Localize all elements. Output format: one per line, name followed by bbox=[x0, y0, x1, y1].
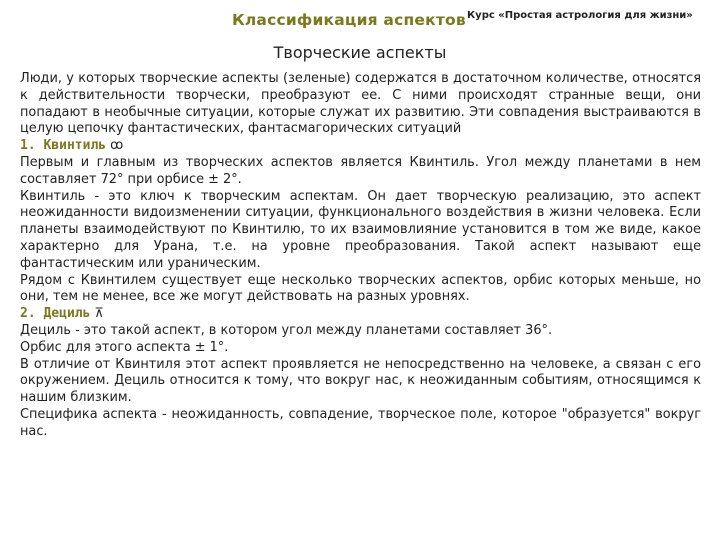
decile-paragraph-1: Дециль - это такой аспект, в котором угол между планетами составляет 36°. bbox=[20, 322, 553, 338]
slide-section-title: Классификация аспектов bbox=[232, 11, 466, 29]
decile-paragraph-4: Специфика аспекта - неожиданность, совпадение, творческое поле, которое "образуется" вокруг нас. bbox=[20, 406, 701, 439]
slide-title: Творческие аспекты bbox=[273, 43, 447, 62]
course-label: Курс «Простая астрология для жизни» bbox=[467, 10, 693, 21]
decile-heading: 2. Дециль bbox=[20, 306, 91, 322]
decile-paragraph-2: Орбис для этого аспекта ± 1°. bbox=[20, 339, 229, 355]
slide-body bbox=[20, 71, 701, 441]
quintile-symbol-icon: ꝏ bbox=[110, 138, 124, 154]
decile-symbol-icon: ⊼ bbox=[94, 306, 104, 322]
quintile-paragraph-2: Квинтиль - это ключ к творческим аспектам. Он дает творческую реализацию, это аспект неожиданности видоизменении ситуации, функционального воздействия в жизни человека. Если планеты взаимодействуют по Квинтилю, то их взаимовлияние установится в том же виде, какое характерно для Урана, т.е. на уровне преобразования. Такой аспект называют еще фантастическим или ураническим. bbox=[20, 188, 701, 271]
quintile-paragraph-1: Первым и главным из творческих аспектов является Квинтиль. Угол между планетами в нем составляет 72° при орбисе ± 2°. bbox=[20, 154, 701, 187]
decile-paragraph-3: В отличие от Квинтиля этот аспект проявляется не непосредственно на человеке, а связан с его окружением. Дециль относится к тому, что вокруг нас, к неожиданным событиям, относящимся к нашим близким. bbox=[20, 356, 701, 406]
intro-paragraph: Люди, у которых творческие аспекты (зеленые) содержатся в достаточном количестве, относятся к действительности творчески, преобразуют ее. С ними происходят странные вещи, они попадают в необычные ситуации, которые служат их развитию. Эти совпадения выстраиваются в целую цепочку фантастических, фантасмагорических ситуаций bbox=[20, 71, 701, 137]
quintile-heading: 1. Квинтиль bbox=[20, 138, 107, 154]
decile-heading-row bbox=[20, 306, 701, 323]
quintile-heading-row bbox=[20, 138, 701, 155]
quintile-paragraph-3: Рядом с Квинтилем существует еще несколько творческих аспектов, орбис которых меньше, но они, тем не менее, все же могут действовать на разных уровнях. bbox=[20, 272, 701, 305]
